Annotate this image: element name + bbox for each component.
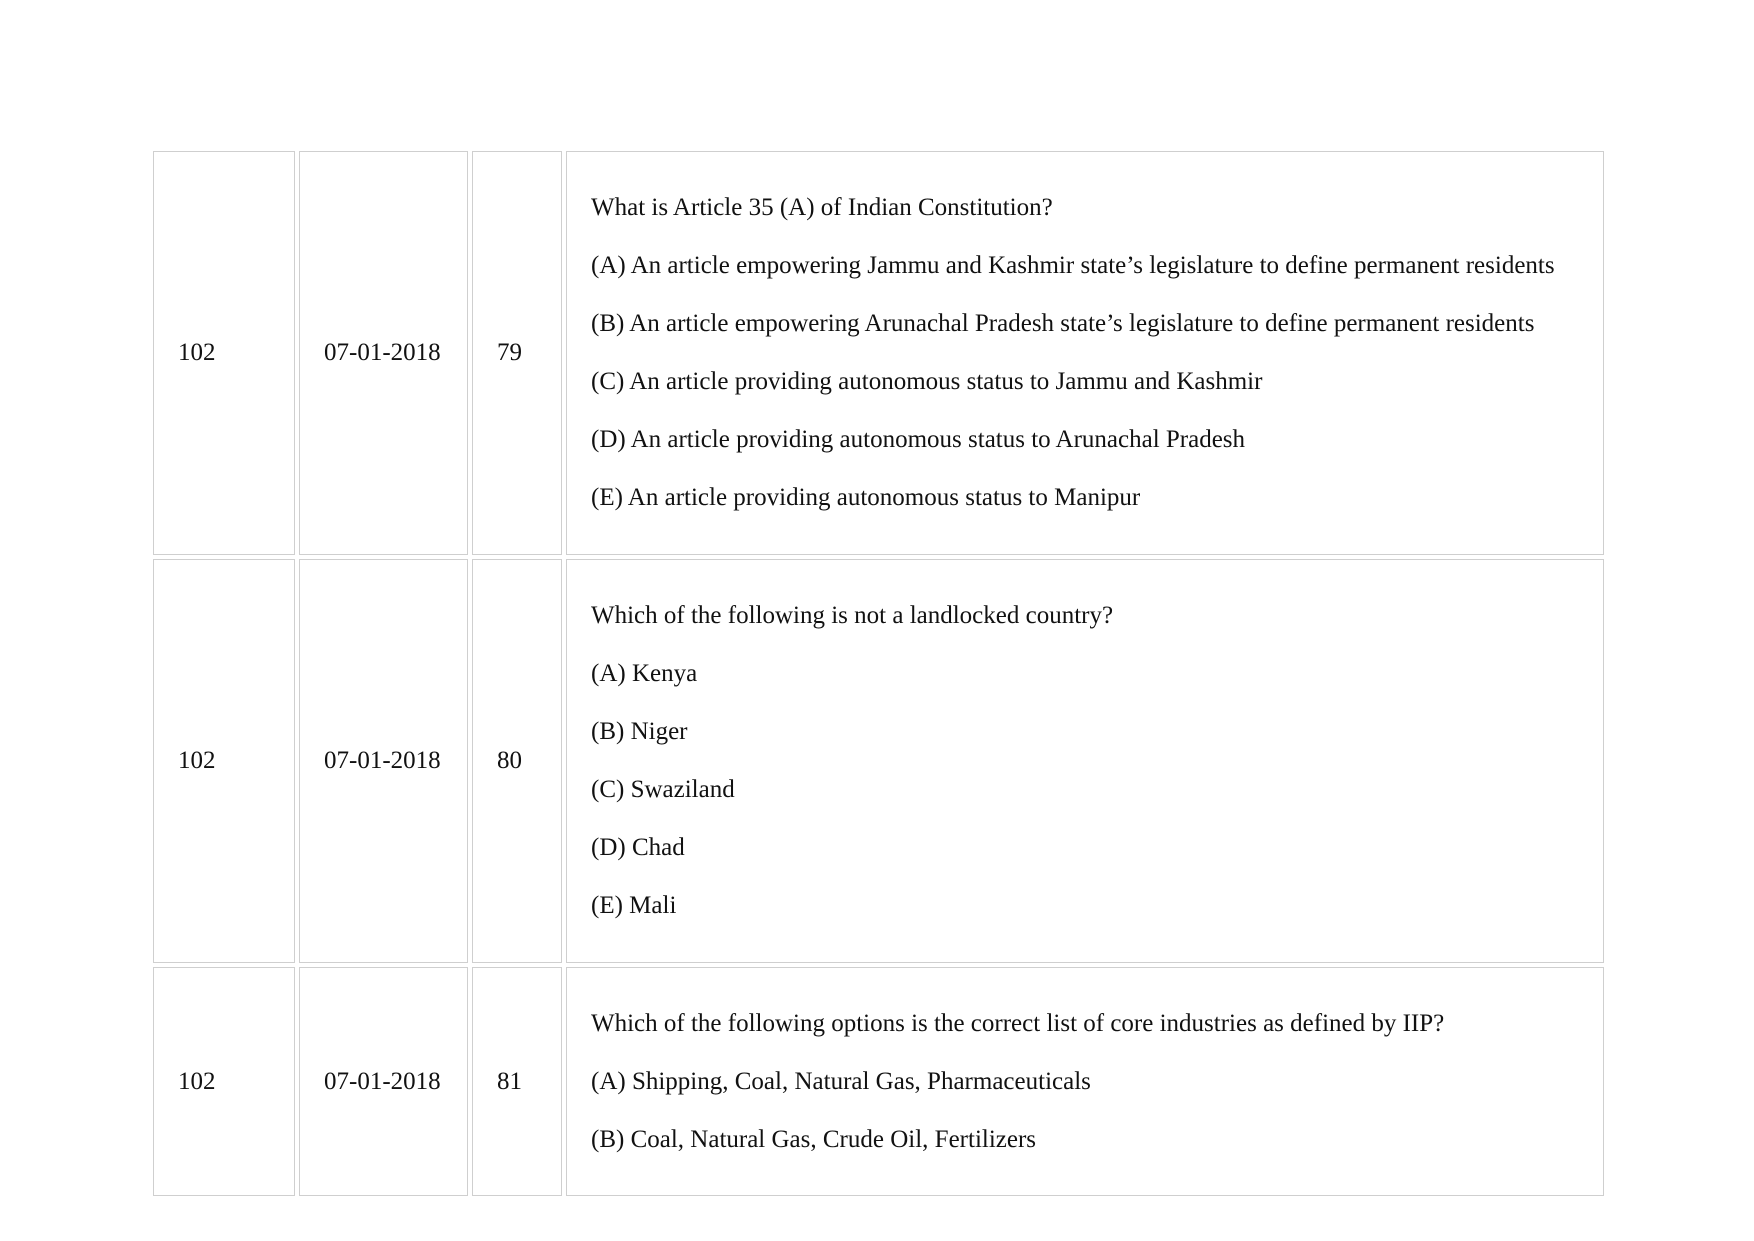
number-cell	[472, 151, 562, 555]
table-row	[153, 151, 1604, 555]
set-number: 102	[178, 1067, 216, 1095]
number-cell	[472, 559, 562, 963]
question-number: 79	[497, 339, 522, 366]
question-table	[149, 147, 1608, 1200]
option-c: (C) An article providing autonomous status to Jammu and Kashmir	[591, 368, 1263, 395]
option-a: (A) Kenya	[591, 660, 698, 687]
option-b: (B) An article empowering Arunachal Pradesh state’s legislature to define permanent residents	[591, 310, 1535, 337]
option-e: (E) An article providing autonomous status to Manipur	[591, 484, 1141, 511]
option-e: (E) Mali	[591, 892, 677, 919]
set-cell	[153, 967, 295, 1196]
exam-date: 07-01-2018	[324, 1067, 441, 1095]
option-d: (D) An article providing autonomous status to Arunachal Pradesh	[591, 426, 1246, 453]
table-row	[153, 559, 1604, 963]
option-a: (A) Shipping, Coal, Natural Gas, Pharmaceuticals	[591, 1067, 1091, 1095]
set-number: 102	[178, 747, 216, 774]
exam-date: 07-01-2018	[324, 339, 441, 366]
date-cell	[299, 559, 468, 963]
question-text: Which of the following is not a landlocked country?	[591, 602, 1114, 629]
date-cell	[299, 151, 468, 555]
option-d: (D) Chad	[591, 834, 685, 861]
option-c: (C) Swaziland	[591, 776, 735, 803]
set-cell	[153, 559, 295, 963]
number-cell	[472, 967, 562, 1196]
option-b: (B) Niger	[591, 718, 688, 745]
set-cell	[153, 151, 295, 555]
exam-date: 07-01-2018	[324, 747, 441, 774]
question-cell	[566, 967, 1604, 1196]
set-number: 102	[178, 339, 216, 366]
question-number: 81	[497, 1067, 522, 1095]
question-text: What is Article 35 (A) of Indian Constitution?	[591, 194, 1053, 221]
question-cell	[566, 151, 1604, 555]
question-cell	[566, 559, 1604, 963]
date-cell	[299, 967, 468, 1196]
question-number: 80	[497, 747, 522, 774]
option-b: (B) Coal, Natural Gas, Crude Oil, Fertilizers	[591, 1125, 1037, 1153]
question-text: Which of the following options is the correct list of core industries as defined by IIP?	[591, 1009, 1445, 1037]
table-row	[153, 967, 1604, 1196]
option-a: (A) An article empowering Jammu and Kashmir state’s legislature to define permanent residents	[591, 252, 1555, 279]
